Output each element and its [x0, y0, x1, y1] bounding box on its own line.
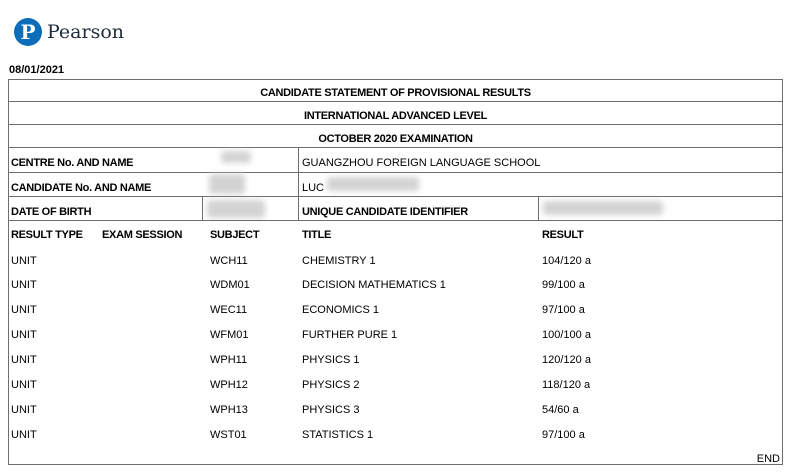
column-divider [538, 196, 539, 220]
row-subject: WPH12 [210, 379, 248, 391]
row-subject: WCH11 [210, 255, 248, 267]
divider [9, 172, 782, 173]
row-subject: WFM01 [210, 329, 249, 341]
col-subject: SUBJECT [210, 229, 260, 241]
row-result: 97/100 a [542, 429, 585, 441]
row-title: FURTHER PURE 1 [302, 329, 398, 341]
col-result-type: RESULT TYPE [11, 229, 83, 241]
column-divider [202, 196, 203, 220]
row-result: 120/120 a [542, 354, 591, 366]
qualification-level: INTERNATIONAL ADVANCED LEVEL [303, 110, 488, 122]
divider [9, 196, 782, 197]
row-result: 104/120 a [542, 255, 591, 267]
redacted-uci [543, 201, 663, 215]
divider [9, 101, 782, 102]
pearson-logo-mark: P [14, 18, 42, 46]
row-type: UNIT [11, 404, 37, 416]
row-title: PHYSICS 2 [302, 379, 360, 391]
exam-session: OCTOBER 2020 EXAMINATION [318, 133, 473, 145]
row-subject: WPH13 [210, 404, 248, 416]
row-result: 97/100 a [542, 304, 585, 316]
candidate-label: CANDIDATE No. AND NAME [11, 182, 152, 194]
centre-name: GUANGZHOU FOREIGN LANGUAGE SCHOOL [302, 157, 541, 169]
statement-date: 08/01/2021 [9, 64, 65, 76]
row-type: UNIT [11, 279, 37, 291]
divider [9, 147, 782, 148]
divider [9, 124, 782, 125]
row-subject: WEC11 [210, 304, 248, 316]
row-result: 54/60 a [542, 404, 579, 416]
column-divider [298, 147, 299, 220]
row-title: ECONOMICS 1 [302, 304, 380, 316]
col-exam-session: EXAM SESSION [102, 229, 183, 241]
pearson-logo [14, 16, 124, 48]
row-title: PHYSICS 3 [302, 404, 360, 416]
row-type: UNIT [11, 304, 37, 316]
candidate-name: LUC [302, 182, 325, 194]
row-title: CHEMISTRY 1 [302, 255, 376, 267]
row-type: UNIT [11, 379, 37, 391]
row-type: UNIT [11, 329, 37, 341]
end-marker: END [756, 453, 780, 465]
dob-label: DATE OF BIRTH [11, 206, 92, 218]
row-result: 118/120 a [542, 379, 591, 391]
redacted-centre-number [221, 151, 251, 163]
row-title: STATISTICS 1 [302, 429, 374, 441]
row-type: UNIT [11, 429, 37, 441]
row-type: UNIT [11, 255, 37, 267]
redacted-date-of-birth [207, 200, 265, 218]
row-subject: WDM01 [210, 279, 250, 291]
pearson-logo-text: Pearson [47, 21, 125, 43]
col-result: RESULT [542, 229, 584, 241]
row-result: 100/100 a [542, 329, 591, 341]
redacted-candidate-name [327, 177, 419, 191]
divider [9, 220, 782, 221]
row-subject: WST01 [210, 429, 247, 441]
row-subject: WPH11 [210, 354, 248, 366]
row-result: 99/100 a [542, 279, 585, 291]
redacted-candidate-number [209, 174, 245, 194]
row-title: DECISION MATHEMATICS 1 [302, 279, 446, 291]
col-title: TITLE [302, 229, 332, 241]
uci-label: UNIQUE CANDIDATE IDENTIFIER [302, 206, 468, 218]
centre-label: CENTRE No. AND NAME [11, 157, 134, 169]
row-type: UNIT [11, 354, 37, 366]
results-statement-table [8, 79, 783, 465]
statement-title: CANDIDATE STATEMENT OF PROVISIONAL RESULTS [260, 87, 531, 99]
row-title: PHYSICS 1 [302, 354, 360, 366]
